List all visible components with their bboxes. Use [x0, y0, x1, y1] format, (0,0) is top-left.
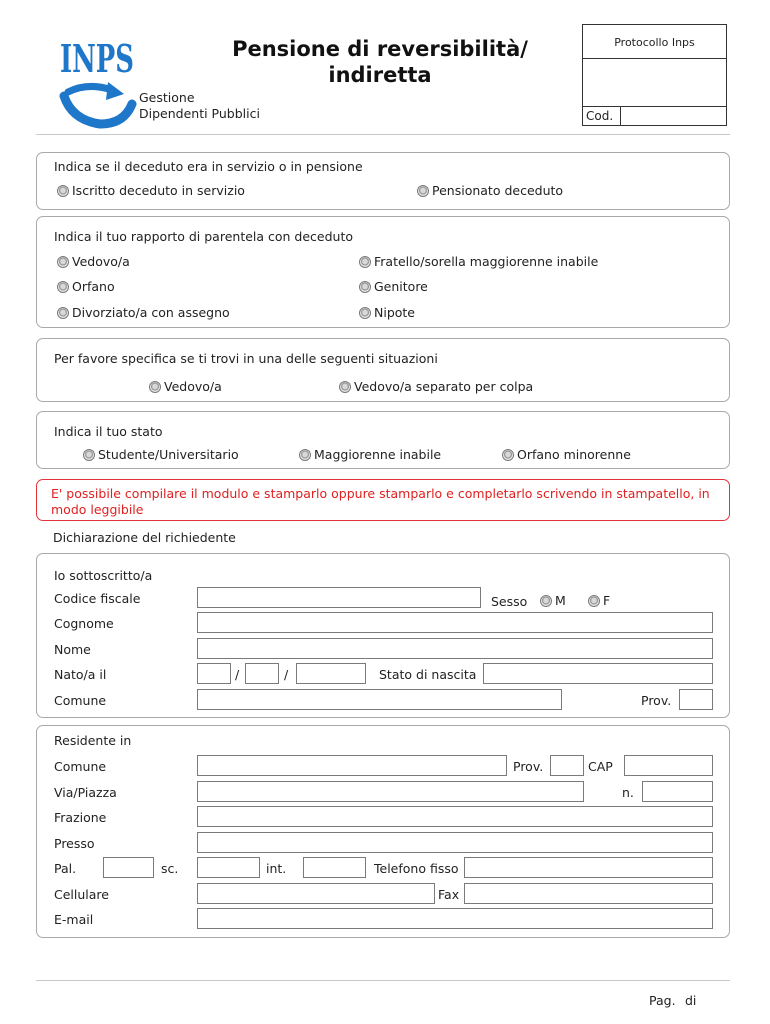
residence-section — [36, 725, 730, 938]
applicant-heading: Io sottoscritto/a — [54, 568, 153, 583]
applicant-section — [36, 553, 730, 718]
protocol-label: Protocollo Inps — [583, 25, 726, 59]
telefono-label: Telefono fisso — [374, 861, 459, 876]
radio-label: Genitore — [374, 279, 428, 294]
protocol-area — [583, 59, 726, 107]
pal-field[interactable] — [103, 857, 154, 878]
cap-label: CAP — [588, 759, 613, 774]
stato-nascita-field[interactable] — [483, 663, 713, 684]
radio-sesso-m[interactable] — [540, 593, 566, 609]
cognome-label: Cognome — [54, 616, 114, 631]
res-comune-field[interactable] — [197, 755, 507, 776]
radio-icon[interactable] — [57, 256, 69, 268]
form-title — [205, 36, 555, 88]
codice-fiscale-label: Codice fiscale — [54, 591, 141, 606]
telefono-field[interactable] — [464, 857, 713, 878]
radio-label: Iscritto deceduto in servizio — [72, 183, 245, 198]
email-field[interactable] — [197, 908, 713, 929]
pal-label: Pal. — [54, 861, 77, 876]
situation-section — [36, 338, 730, 402]
presso-label: Presso — [54, 836, 95, 851]
radio-label: Pensionato deceduto — [432, 183, 564, 198]
radio-icon[interactable] — [502, 449, 514, 461]
protocol-box — [582, 24, 727, 126]
declaration-heading: Dichiarazione del richiedente — [53, 530, 236, 545]
frazione-label: Frazione — [54, 810, 107, 825]
prov-label: Prov. — [641, 693, 672, 708]
footer-divider — [36, 980, 730, 981]
sc-label: sc. — [161, 861, 179, 876]
deceased-status-section — [36, 152, 730, 210]
logo-text: INPS — [60, 36, 134, 81]
form-title-line1: Pensione di reversibilità/ — [232, 37, 528, 61]
res-prov-field[interactable] — [550, 755, 584, 776]
radio-situation-vedovo[interactable] — [149, 379, 222, 395]
radio-icon[interactable] — [359, 307, 371, 319]
date-slash: / — [235, 667, 240, 682]
via-label: Via/Piazza — [54, 785, 117, 800]
radio-label: Orfano — [72, 279, 115, 294]
page-label: Pag. — [649, 993, 676, 1008]
cellulare-field[interactable] — [197, 883, 435, 904]
cellulare-label: Cellulare — [54, 887, 109, 902]
sesso-label: Sesso — [491, 594, 528, 609]
radio-sesso-f[interactable] — [588, 593, 610, 609]
page-of-label: di — [685, 993, 697, 1008]
radio-genitore[interactable] — [359, 279, 428, 295]
form-title-line2: indiretta — [328, 63, 432, 87]
radio-icon[interactable] — [57, 307, 69, 319]
civico-label: n. — [622, 785, 634, 800]
state-section — [36, 411, 730, 469]
relation-section — [36, 216, 730, 328]
radio-studente[interactable] — [83, 447, 239, 463]
res-comune-label: Comune — [54, 759, 107, 774]
nome-field[interactable] — [197, 638, 713, 659]
radio-icon[interactable] — [339, 381, 351, 393]
radio-label: Studente/Universitario — [98, 447, 239, 462]
fax-label: Fax — [438, 887, 460, 902]
radio-label: Orfano minorenne — [517, 447, 631, 462]
cap-field[interactable] — [624, 755, 713, 776]
radio-label: Vedovo/a separato per colpa — [354, 379, 534, 394]
comune-label: Comune — [54, 693, 107, 708]
sc-field[interactable] — [197, 857, 260, 878]
radio-label: M — [555, 593, 566, 608]
residence-heading: Residente in — [54, 733, 132, 748]
birth-year-field[interactable] — [296, 663, 366, 684]
presso-field[interactable] — [197, 832, 713, 853]
radio-in-servizio[interactable] — [57, 183, 245, 199]
civico-field[interactable] — [642, 781, 713, 802]
stato-nascita-label: Stato di nascita — [379, 667, 477, 682]
situation-question: Per favore specifica se ti trovi in una delle seguenti situazioni — [54, 351, 438, 366]
email-label: E-mail — [54, 912, 94, 927]
radio-fratello-sorella[interactable] — [359, 254, 598, 270]
birth-month-field[interactable] — [245, 663, 279, 684]
gestione-line2: Dipendenti Pubblici — [139, 106, 260, 121]
radio-vedovo[interactable] — [57, 254, 130, 270]
via-field[interactable] — [197, 781, 584, 802]
frazione-field[interactable] — [197, 806, 713, 827]
prov-field[interactable] — [679, 689, 713, 710]
state-question: Indica il tuo stato — [54, 424, 163, 439]
nato-label: Nato/a il — [54, 667, 107, 682]
gestione-line1: Gestione — [139, 90, 195, 105]
int-field[interactable] — [303, 857, 366, 878]
radio-label: Vedovo/a — [164, 379, 222, 394]
nome-label: Nome — [54, 642, 91, 657]
radio-icon[interactable] — [83, 449, 95, 461]
radio-pensionato[interactable] — [417, 183, 563, 199]
radio-icon[interactable] — [359, 281, 371, 293]
codice-fiscale-field[interactable] — [197, 587, 481, 608]
comune-field[interactable] — [197, 689, 562, 710]
radio-icon[interactable] — [57, 185, 69, 197]
radio-icon[interactable] — [588, 595, 600, 607]
radio-maggiorenne-inabile[interactable] — [299, 447, 441, 463]
radio-label: Maggiorenne inabile — [314, 447, 442, 462]
warning-note: E' possibile compilare il modulo e stamparlo oppure stamparlo e completarlo scrivendo in stampatello, in modo leggibile — [36, 479, 730, 521]
radio-label: F — [603, 593, 611, 608]
radio-icon[interactable] — [299, 449, 311, 461]
deceased-status-question: Indica se il deceduto era in servizio o in pensione — [54, 159, 363, 174]
relation-question: Indica il tuo rapporto di parentela con deceduto — [54, 229, 354, 244]
radio-divorziato[interactable] — [57, 305, 230, 321]
radio-icon[interactable] — [57, 281, 69, 293]
radio-situation-separato[interactable] — [339, 379, 533, 395]
radio-label: Fratello/sorella maggiorenne inabile — [374, 254, 599, 269]
cognome-field[interactable] — [197, 612, 713, 633]
radio-orfano-minorenne[interactable] — [502, 447, 631, 463]
radio-icon[interactable] — [417, 185, 429, 197]
header-divider — [36, 134, 730, 135]
radio-icon[interactable] — [540, 595, 552, 607]
birth-day-field[interactable] — [197, 663, 231, 684]
int-label: int. — [266, 861, 287, 876]
radio-icon[interactable] — [359, 256, 371, 268]
radio-orfano[interactable] — [57, 279, 115, 295]
res-prov-label: Prov. — [513, 759, 544, 774]
cod-label: Cod. — [583, 107, 621, 126]
radio-nipote[interactable] — [359, 305, 415, 321]
date-slash: / — [284, 667, 289, 682]
gestione-label — [139, 90, 260, 122]
radio-label: Nipote — [374, 305, 415, 320]
radio-label: Divorziato/a con assegno — [72, 305, 230, 320]
inps-logo — [58, 20, 136, 128]
radio-icon[interactable] — [149, 381, 161, 393]
fax-field[interactable] — [464, 883, 713, 904]
radio-label: Vedovo/a — [72, 254, 130, 269]
